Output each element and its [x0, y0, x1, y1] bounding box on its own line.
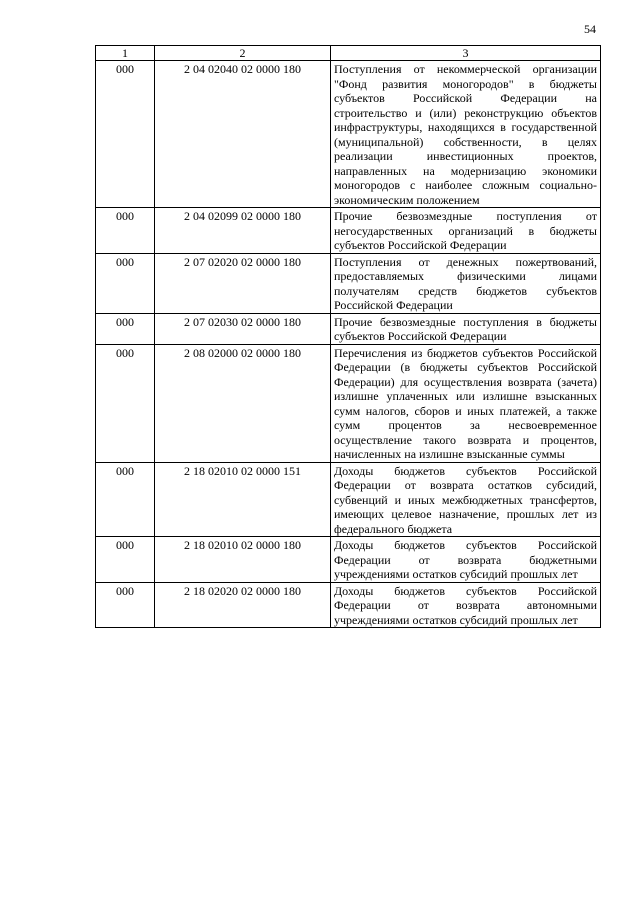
description-cell: Доходы бюджетов субъектов Российской Федерации от возврата бюджетными учреждениями остатков субсидий прошлых лет — [331, 537, 601, 583]
description-cell: Прочие безвозмездные поступления в бюджеты субъектов Российской Федерации — [331, 313, 601, 344]
table-header-row — [96, 46, 601, 61]
budget-code-cell: 2 07 02020 02 0000 180 — [155, 253, 331, 313]
budget-code-cell: 2 18 02020 02 0000 180 — [155, 582, 331, 628]
table-row — [96, 582, 601, 628]
admin-code-cell: 000 — [96, 537, 155, 583]
admin-code-cell: 000 — [96, 462, 155, 537]
admin-code-cell: 000 — [96, 208, 155, 254]
description-cell: Прочие безвозмездные поступления от негосударственных организаций в бюджеты субъектов Российской Федерации — [331, 208, 601, 254]
description-cell: Поступления от денежных пожертвований, предоставляемых физическими лицами получателям средств бюджетов субъектов Российской Федерации — [331, 253, 601, 313]
budget-code-cell: 2 18 02010 02 0000 151 — [155, 462, 331, 537]
table-row — [96, 344, 601, 462]
column-header-3: 3 — [331, 46, 601, 61]
description-cell: Доходы бюджетов субъектов Российской Федерации от возврата автономными учреждениями остатков субсидий прошлых лет — [331, 582, 601, 628]
table-row — [96, 537, 601, 583]
table-row — [96, 61, 601, 208]
table-row — [96, 313, 601, 344]
admin-code-cell: 000 — [96, 582, 155, 628]
admin-code-cell: 000 — [96, 344, 155, 462]
table-row — [96, 253, 601, 313]
admin-code-cell: 000 — [96, 313, 155, 344]
table-row — [96, 462, 601, 537]
column-header-2: 2 — [155, 46, 331, 61]
budget-code-cell: 2 07 02030 02 0000 180 — [155, 313, 331, 344]
budget-code-cell: 2 04 02040 02 0000 180 — [155, 61, 331, 208]
description-cell: Перечисления из бюджетов субъектов Российской Федерации (в бюджеты субъектов Российской Федерации) для осуществления возврата (зачета) излишне уплаченных или излишне взысканных сумм налогов, сборов и иных платежей, а также сумм процентов за несвоевременное осуществление такого возврата и процентов, начисленных на излишне взысканные суммы — [331, 344, 601, 462]
admin-code-cell: 000 — [96, 61, 155, 208]
description-cell: Доходы бюджетов субъектов Российской Федерации от возврата остатков субсидий, субвенций и иных межбюджетных трансфертов, имеющих целевое назначение, прошлых лет из федерального бюджета — [331, 462, 601, 537]
budget-code-cell: 2 04 02099 02 0000 180 — [155, 208, 331, 254]
page-number: 54 — [584, 22, 596, 36]
table-row — [96, 208, 601, 254]
admin-code-cell: 000 — [96, 253, 155, 313]
column-header-1: 1 — [96, 46, 155, 61]
description-cell: Поступления от некоммерческой организации "Фонд развития моногородов" в бюджеты субъектов Российской Федерации на строительство и (или) реконструкцию объектов инфраструктуры, находящихся в государственной (муниципальной) собственности, в целях реализации инвестиционных проектов, направленных на модернизацию экономики моногородов с наиболее сложным социально-экономическим положением — [331, 61, 601, 208]
budget-code-cell: 2 08 02000 02 0000 180 — [155, 344, 331, 462]
budget-code-cell: 2 18 02010 02 0000 180 — [155, 537, 331, 583]
budget-classification-table — [95, 45, 601, 628]
